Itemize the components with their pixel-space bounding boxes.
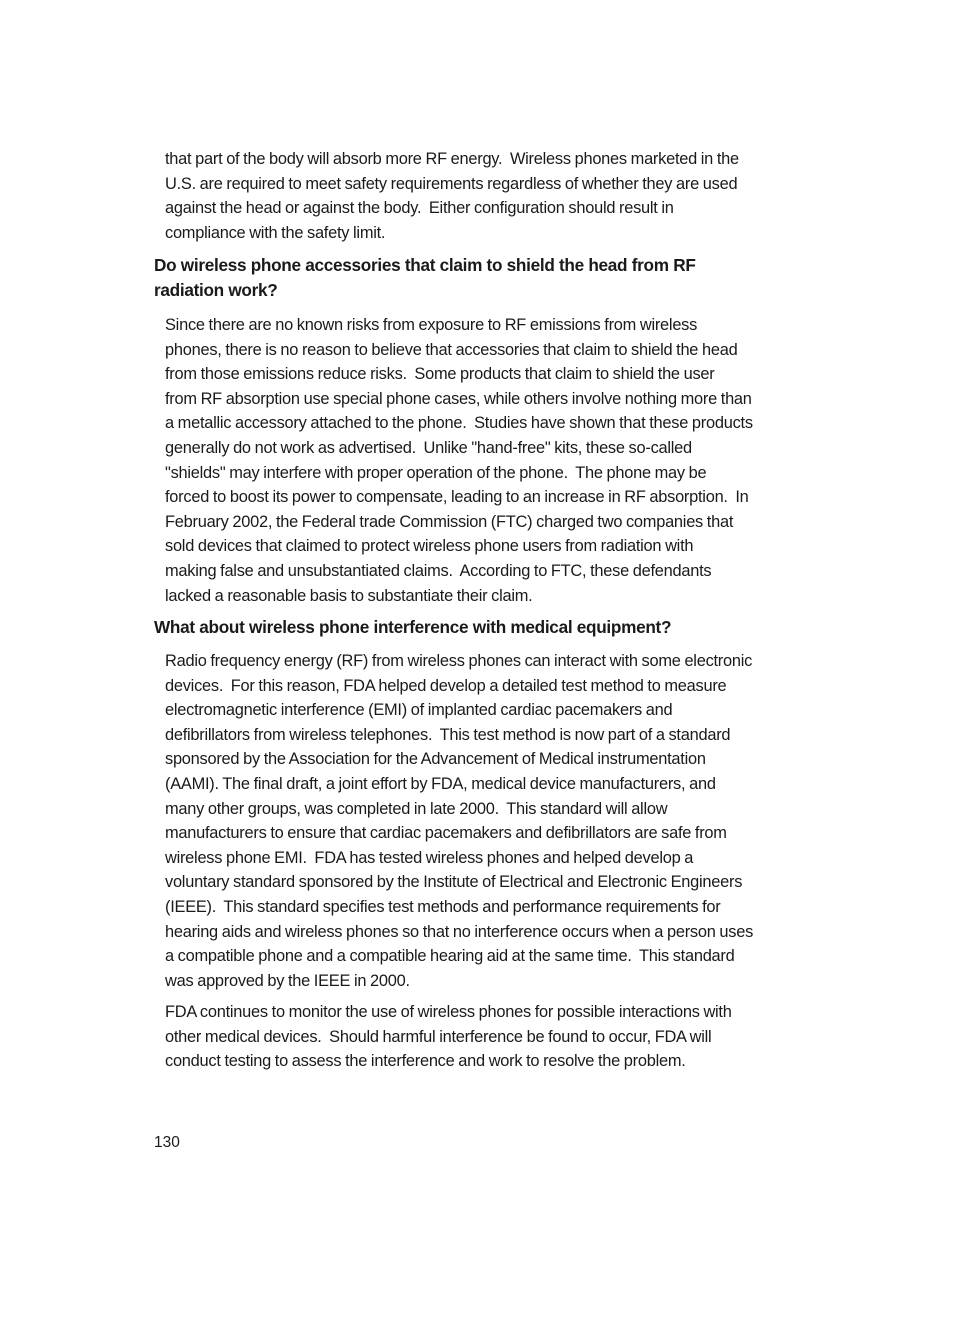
heading-medical: What about wireless phone interference with medical equipment? [154,617,672,637]
paragraph-monitor: FDA continues to monitor the use of wireless phones for possible interactions with other medical devices. Should harmful interference be found to occur, FDA will conduct testing to assess the interference and work to resolve the problem. [165,1003,732,1071]
paragraph-accessories: Since there are no known risks from exposure to RF emissions from wireless phones, there is no reason to believe that accessories that claim to shield the head from those emissions reduce risks. Some products that claim to shield the user from RF absorption use special phone cases, while others involve nothing more than a metallic accessory attached to the phone. Studies have shown that these products generally do not work as advertised. Unlike "hand-free" kits, these so-called "shields" may interfere with proper operation of the phone. The phone may be forced to boost its power to compensate, leading to an increase in RF absorption. In February 2002, the Federal trade Commission (FTC) charged two companies that sold devices that claimed to protect wireless phone users from radiation with making false and unsubstantiated claims. According to FTC, these defendants lacked a reasonable basis to substantiate their claim. [165,316,753,605]
heading-accessories: Do wireless phone accessories that claim to shield the head from RF radiation work? [154,255,696,300]
paragraph-medical: Radio frequency energy (RF) from wireless phones can interact with some electronic devices. For this reason, FDA helped develop a detailed test method to measure electromagnetic interference (EMI) of implanted cardiac pacemakers and defibrillators from wireless telephones. This test method is now part of a standard sponsored by the Association for the Advancement of Medical instrumentation (AAMI). The final draft, a joint effort by FDA, medical device manufacturers, and many other groups, was completed in late 2000. This standard will allow manufacturers to ensure that cardiac pacemakers and defibrillators are safe from wireless phone EMI. FDA has tested wireless phones and helped develop a voluntary standard sponsored by the Institute of Electrical and Electronic Engineers (IEEE). This standard specifies test methods and performance requirements for hearing aids and wireless phones so that no interference occurs when a person uses a compatible phone and a compatible hearing aid at the same time. This standard was approved by the IEEE in 2000. [165,652,754,990]
paragraph-intro: that part of the body will absorb more RF energy. Wireless phones marketed in the U.S. are required to meet safety requirements regardless of whether they are used against the head or against the body. Either configuration should result in compliance with the safety limit. [165,150,739,242]
page-number: 130 [154,1134,180,1151]
